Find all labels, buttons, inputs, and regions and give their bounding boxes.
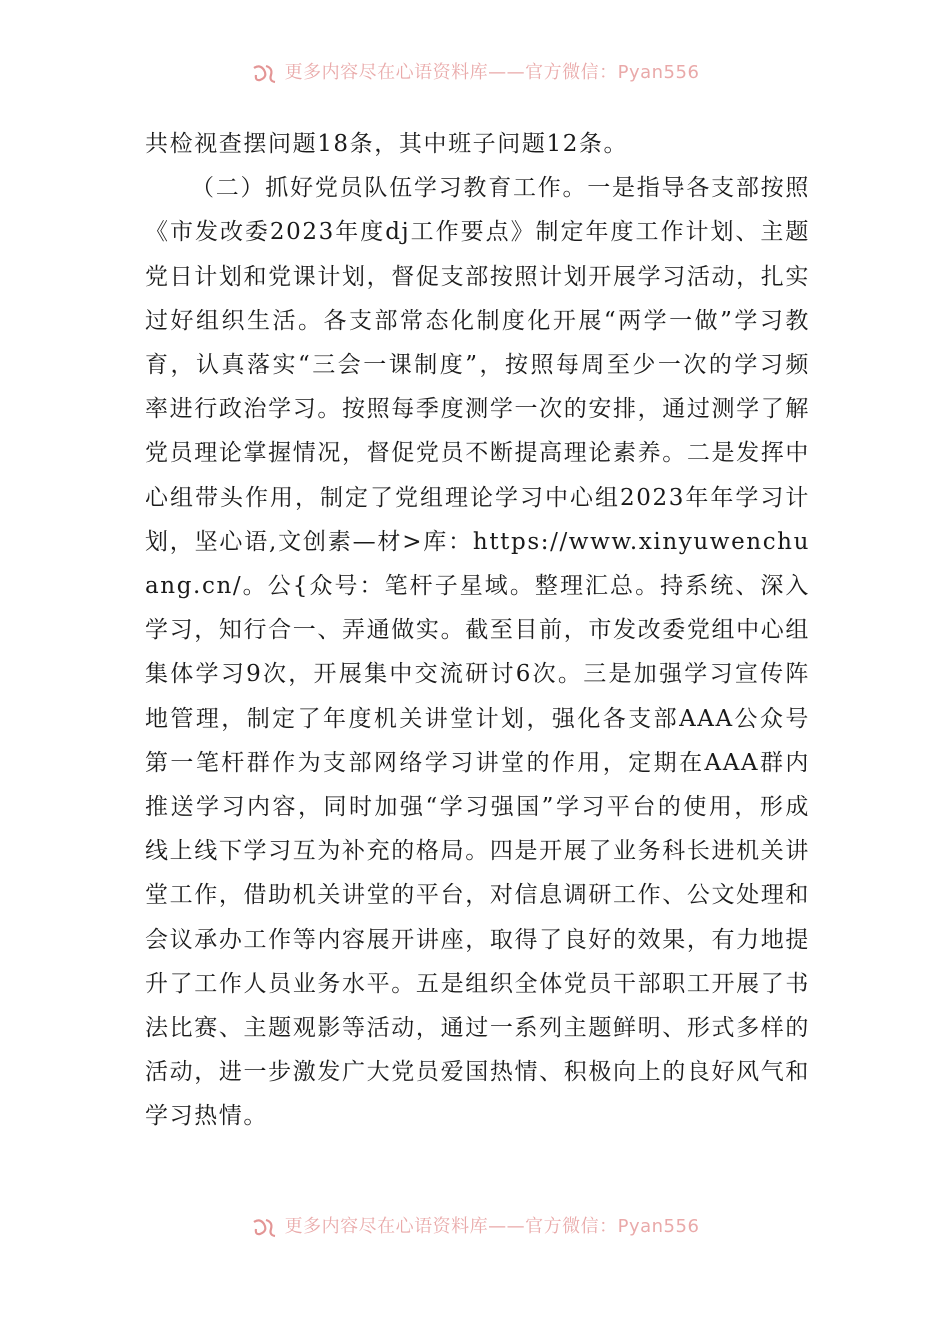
document-body bbox=[145, 122, 810, 1139]
footer-watermark bbox=[0, 1212, 950, 1238]
watermark-logo-icon bbox=[251, 1216, 279, 1238]
watermark-logo-icon bbox=[251, 62, 279, 84]
paragraph-section-two: （二）抓好党员队伍学习教育工作。一是指导各支部按照《市发改委2023年度dj工作要点》制定年度工作计划、主题党日计划和党课计划，督促支部按照计划开展学习活动，扎实过好组织生活。各支部常态化制度化开展“两学一做”学习教育，认真落实“三会一课制度”，按照每周至少一次的学习频率进行政治学习。按照每季度测学一次的安排，通过测学了解党员理论掌握情况，督促党员不断提高理论素养。二是发挥中心组带头作用，制定了党组理论学习中心组2023年年学习计划，坚心语,文创素—材>库：https://www.xinyuwenchuang.cn/。公{众号：笔杆子星域。整理汇总。持系统、深入学习，知行合一、弄通做实。截至目前，市发改委党组中心组集体学习9次，开展集中交流研讨6次。三是加强学习宣传阵地管理，制定了年度机关讲堂计划，强化各支部AAA公众号第一笔杆群作为支部网络学习讲堂的作用，定期在AAA群内推送学习内容，同时加强“学习强国”学习平台的使用，形成线上线下学习互为补充的格局。四是开展了业务科长进机关讲堂工作，借助机关讲堂的平台，对信息调研工作、公文处理和会议承办工作等内容展开讲座，取得了良好的效果，有力地提升了工作人员业务水平。五是组织全体党员干部职工开展了书法比赛、主题观影等活动，通过一系列主题鲜明、形式多样的活动，进一步激发广大党员爱国热情、积极向上的良好风气和学习热情。 bbox=[145, 175, 810, 1130]
watermark-text: 更多内容尽在心语资料库——官方微信：Pyan556 bbox=[284, 1216, 700, 1237]
paragraph-continuation: 共检视查摆问题18条，其中班子问题12条。 bbox=[145, 131, 629, 157]
header-watermark bbox=[0, 58, 950, 84]
watermark-text: 更多内容尽在心语资料库——官方微信：Pyan556 bbox=[284, 62, 700, 83]
